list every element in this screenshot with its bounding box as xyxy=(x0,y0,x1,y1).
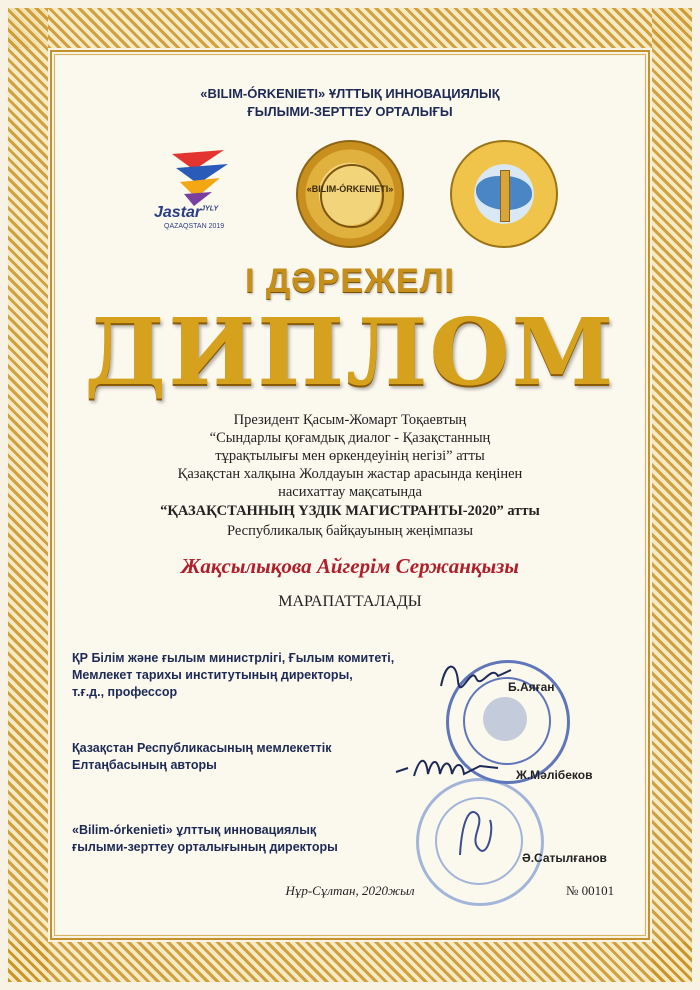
ornamental-border-left xyxy=(8,8,48,982)
org-header-line2: ҒЫЛЫМИ-ЗЕРТТЕУ ОРТАЛЫҒЫ xyxy=(247,104,453,119)
signatory-3-name: Ә.Сатылғанов xyxy=(522,851,607,865)
place-and-date: Нұр-Сұлтан, 2020жыл xyxy=(285,883,415,898)
jastar-logo-text: Jastar$^{JYLY}$ xyxy=(154,204,219,221)
body-line-1: Президент Қасым-Жомарт Тоқаевтың xyxy=(233,412,467,428)
jastar-logo-subtext: QAZAQSTAN 2019 xyxy=(164,223,225,230)
ornamental-border-top xyxy=(8,8,692,48)
body-line-3: тұрақтылығы мен өркендеуінің негізі” атты xyxy=(215,448,485,464)
body-line-4: Қазақстан халқына Жолдауын жастар арасында кеңінен xyxy=(177,466,523,482)
signatory-3-title: «Bilim-órkenіetі» ұлттық инновациялық ғылыми-зерттеу орталығының директоры xyxy=(72,823,338,854)
diploma-title: ДИПЛОМ xyxy=(84,298,616,406)
ornamental-border-bottom xyxy=(8,942,692,982)
body-line-7: Республикалық байқауының жеңімпазы xyxy=(226,523,474,539)
awarded-text: МАРАПАТТАЛАДЫ xyxy=(278,593,422,610)
bilim-orkenieti-seal-icon: «BILIM-ÓRKENIETI» xyxy=(296,140,404,248)
contest-title: “ҚАЗАҚСТАННЫҢ ҮЗДІК МАГИСТРАНТЫ-2020” атты xyxy=(160,503,540,519)
diploma-number: № 00101 xyxy=(566,883,615,898)
degree-title: І ДƏРЕЖЕЛІ xyxy=(245,262,455,300)
signature-2-icon xyxy=(394,750,514,784)
body-line-2: “Сындарлы қоғамдық диалог - Қазақстанның xyxy=(209,430,491,446)
signatory-2-title: Қазақстан Республикасының мемлекеттік Елтаңбасының авторы xyxy=(72,741,332,772)
history-institute-seal-icon xyxy=(450,140,558,248)
diploma-content xyxy=(56,56,644,934)
body-line-5: насихаттау мақсатында xyxy=(278,484,422,500)
signature-3-icon xyxy=(450,800,500,860)
winner-name: Жақсылықова Айгерім Сержанқызы xyxy=(181,554,519,578)
signature-1-icon xyxy=(436,656,516,696)
signatory-1-title: ҚР Білім және ғылым министрлігі, Ғылым комитеті, Мемлекет тарихы институтының директоры, т.ғ.д., профессор xyxy=(72,651,395,699)
org-header-line1: «BILIM-ÓRKENIETI» ҰЛТТЫҚ ИННОВАЦИЯЛЫҚ xyxy=(200,86,500,101)
ornamental-border-right xyxy=(652,8,692,982)
signatory-2-name: Ж.Мәлібеков xyxy=(516,768,593,782)
signatory-1-name: Б.Аяған xyxy=(508,680,555,694)
